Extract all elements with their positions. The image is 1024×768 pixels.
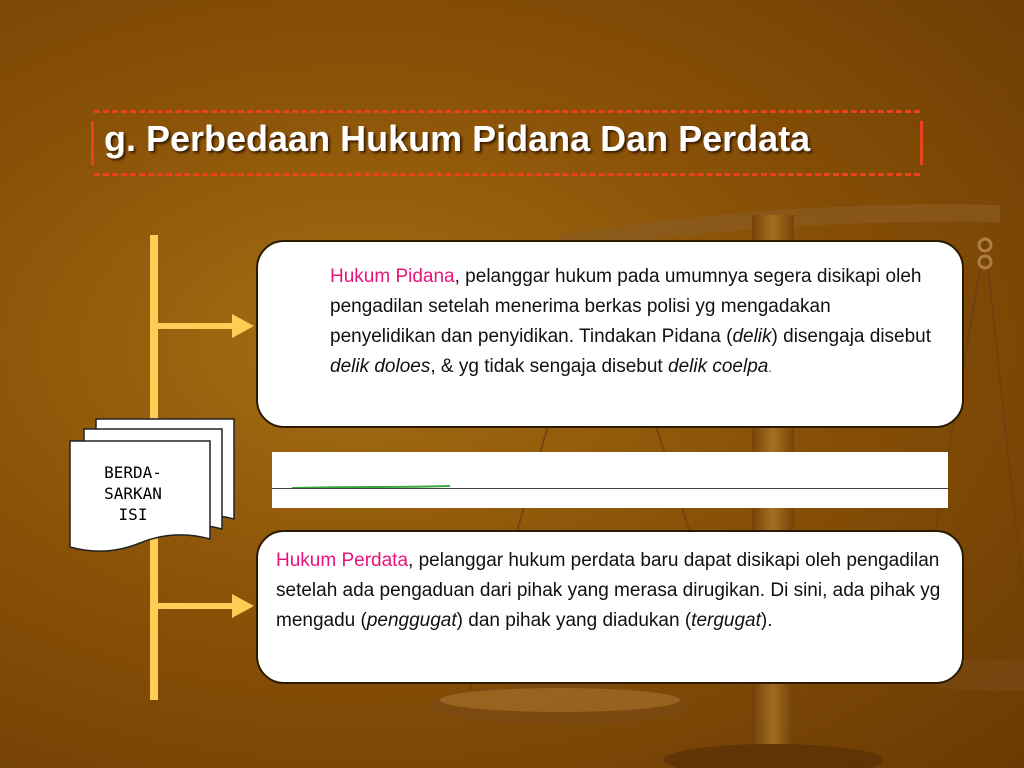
slide-title: g. Perbedaan Hukum Pidana Dan Perdata — [104, 118, 811, 159]
middle-separator-band — [272, 452, 948, 508]
title-frame-left-bar — [91, 121, 94, 165]
connector-arrow-bottom — [154, 603, 234, 609]
hukum-perdata-box: Hukum Perdata, pelanggar hukum perdata baru dapat disikapi oleh pengadilan setelah ada pengaduan dari pihak yang merasa dirugikan. Di sini, ada pihak yg mengadu (penggugat) dan pihak yang diadukan (tergugat). — [256, 530, 964, 684]
hukum-pidana-box: Hukum Pidana, pelanggar hukum pada umumnya segera disikapi oleh pengadilan setelah menerima berkas polisi yg mengadakan penyelidikan dan penyidikan. Tindakan Pidana (delik) disengaja disebut delik doloes, & yg tidak sengaja disebut delik coelpa. — [256, 240, 964, 428]
side-label: BERDA- SARKAN ISI — [104, 463, 162, 524]
term-hukum-pidana: Hukum Pidana — [330, 266, 455, 287]
title-frame-right-bar — [920, 121, 923, 165]
arrowhead-top-icon — [232, 314, 254, 338]
arrowhead-bottom-icon — [232, 594, 254, 618]
green-stroke-mark — [292, 484, 452, 490]
term-hukum-perdata: Hukum Perdata — [276, 550, 409, 571]
separator-rule — [272, 488, 948, 489]
connector-arrow-top — [154, 323, 234, 329]
